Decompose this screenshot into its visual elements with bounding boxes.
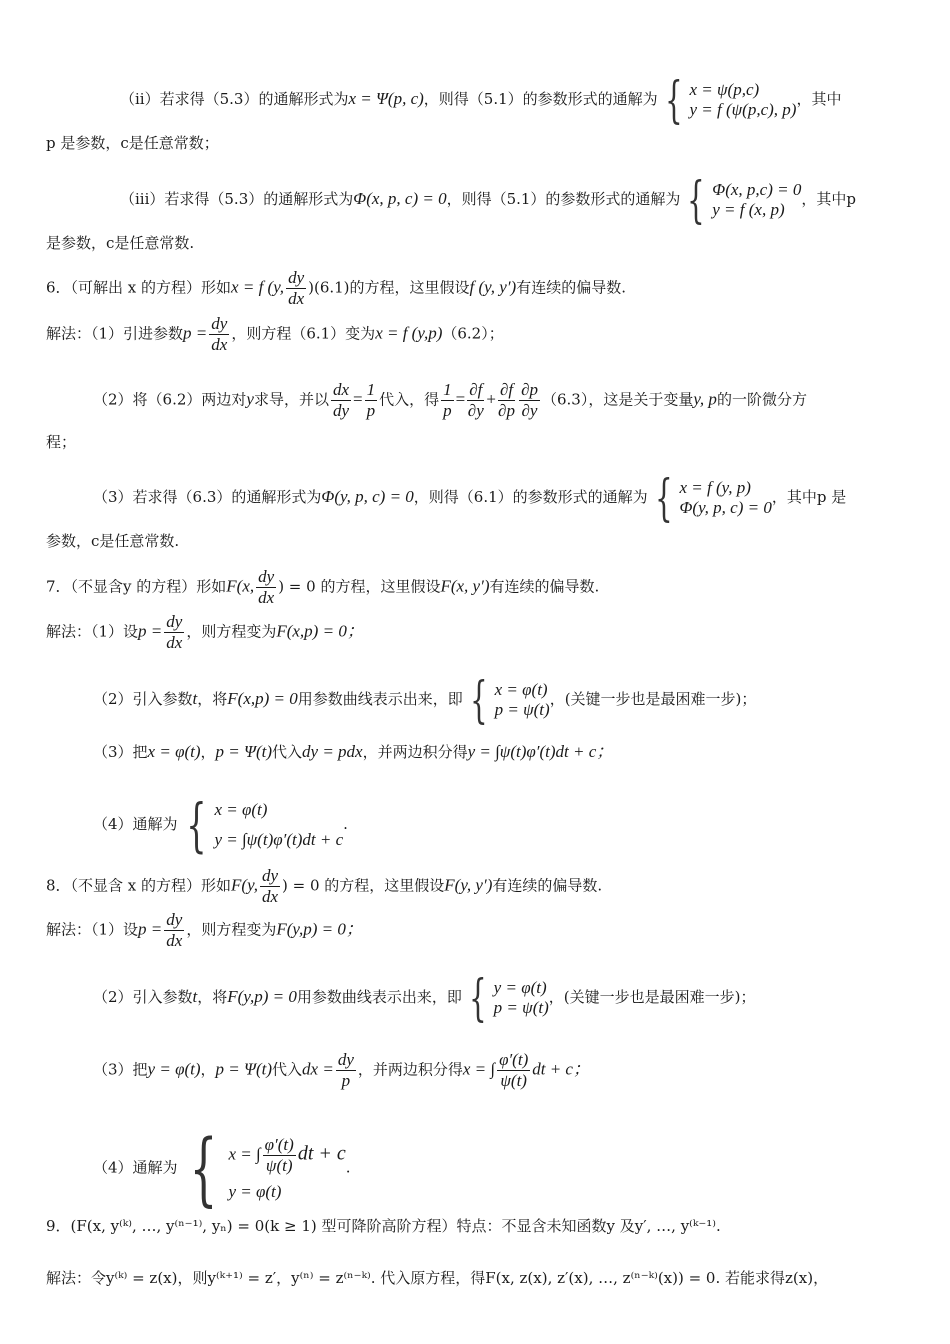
section-6-step-3-cont: 参数，c是任意常数.	[46, 532, 180, 550]
text: 用参数曲线表示出来，即	[296, 988, 462, 1006]
formula: Φ(x, p, c) = 0	[353, 189, 447, 208]
numerator: dy	[288, 268, 305, 287]
denominator: dx	[261, 887, 278, 906]
text: 解法：（1）引进参数	[46, 324, 184, 343]
equals: =	[455, 389, 466, 409]
denominator: ψ(t)	[265, 1156, 293, 1175]
numerator: φ′(t)	[499, 1050, 529, 1069]
fraction	[441, 380, 454, 421]
equation-system	[462, 969, 549, 1027]
numerator: dy	[258, 567, 275, 586]
formula: F(x,	[226, 576, 255, 596]
section-7-step-3	[93, 742, 613, 762]
text: ) = 0 的方程，这里假设	[282, 876, 445, 895]
numerator: dy	[166, 910, 183, 929]
formula: F(x, y′)	[440, 576, 490, 596]
section-8-step-1	[46, 910, 363, 951]
formula: y	[246, 389, 254, 409]
formula: dy = pdx	[302, 742, 363, 761]
text: （6.3），这是关于变量	[541, 390, 694, 409]
text: ，将	[197, 988, 228, 1006]
denominator: dx	[166, 931, 183, 950]
text: ，则得（5.1）的参数形式的通解为	[446, 190, 681, 208]
sys-row	[228, 1135, 345, 1176]
sys-row: x = ψ(p,c)	[689, 80, 760, 99]
sys-row: x = f (y, p)	[679, 478, 751, 497]
text: ) = 0 的方程，这里假设	[278, 577, 441, 596]
numerator: φ′(t)	[264, 1135, 294, 1154]
text: 用参数曲线表示出来，即	[297, 690, 463, 708]
text: 的一阶微分方	[716, 390, 807, 409]
text: ，则得（6.1）的参数形式的通解为	[413, 488, 648, 506]
numerator: ∂f	[469, 380, 483, 399]
numerator: dy	[211, 314, 228, 333]
formula: p = Ψ(t)	[215, 1059, 273, 1079]
formula: y = ∫ψ(t)φ′(t)dt + c；	[467, 742, 614, 761]
denominator: dx	[288, 289, 305, 308]
text: （3）把	[93, 743, 148, 761]
text: ，	[200, 1060, 216, 1079]
sys-row: Φ(x, p,c) = 0	[712, 180, 802, 199]
numerator: 1	[443, 380, 452, 399]
formula: F(y,p) = 0；	[276, 919, 363, 939]
text: （4）通解为	[93, 1158, 178, 1177]
formula: p =	[138, 919, 163, 939]
text: 8．（不显含 x 的方程）形如	[46, 876, 232, 895]
text: ，则得（5.1）的参数形式的通解为	[423, 90, 658, 108]
sys-row: p = ψ(t)	[494, 700, 550, 719]
numerator: dy	[337, 1050, 354, 1069]
case-iii-line	[120, 171, 856, 229]
text: 求导，并以	[253, 390, 329, 409]
text: 解法：（1）设	[46, 622, 139, 641]
formula: F(x,p) = 0；	[276, 621, 364, 641]
equation-system	[680, 171, 802, 229]
formula: t	[192, 689, 198, 708]
equation-system	[648, 469, 772, 527]
section-8-step-4	[93, 1121, 351, 1215]
fraction	[467, 380, 484, 421]
text: 有连续的偏导数.	[489, 577, 600, 596]
sys-row: y = φ(t)	[493, 978, 547, 997]
formula: p = Ψ(t)	[215, 742, 273, 761]
text: （3）若求得（6.3）的通解形式为	[93, 488, 322, 506]
formula: F(x,p) = 0	[227, 689, 298, 708]
text: .	[343, 815, 348, 833]
section-7-step-4	[93, 791, 348, 859]
text: （ii）若求得（5.3）的通解形式为	[120, 90, 349, 108]
formula: dt + c；	[532, 1059, 590, 1079]
formula: f (y, y′)	[469, 277, 517, 297]
text: （2）引入参数	[93, 690, 193, 708]
fraction	[260, 866, 280, 907]
formula: F(y,p) = 0	[227, 987, 297, 1006]
numerator: ∂f	[499, 380, 514, 399]
brace-icon: {	[687, 171, 706, 229]
equation-system	[178, 1121, 346, 1215]
equals: =	[353, 389, 363, 409]
formula: x = ∫	[228, 1144, 261, 1164]
formula: x = Ψ(p, c)	[348, 89, 424, 108]
fraction	[164, 612, 184, 653]
text: ，并两边积分得	[362, 743, 468, 761]
section-9-title: 9．(F(x, y⁽ᵏ⁾, …, y⁽ⁿ⁻¹⁾, yₙ) = 0(k ≥ 1) 型可降阶高阶方程）特点：不显含未知函数y 及y′, …, y⁽ᵏ⁻¹⁾.	[46, 1217, 721, 1235]
formula: p =	[138, 621, 163, 641]
denominator: p	[366, 401, 376, 420]
section-6-step-1	[46, 314, 504, 355]
sys-row: x = φ(t)	[494, 680, 548, 699]
brace-icon: {	[664, 71, 683, 129]
fraction	[256, 567, 276, 608]
numerator: dx	[332, 380, 350, 399]
sys-row: y = φ(t)	[228, 1182, 282, 1201]
text: 解法：（1）设	[46, 920, 139, 939]
formula: x = f (y,p)	[375, 323, 443, 343]
fraction	[365, 380, 378, 421]
text: ，其中p	[801, 190, 856, 208]
text: 6．（可解出 x 的方程）形如	[46, 278, 232, 297]
brace-icon: {	[185, 791, 207, 859]
section-8-step-2	[93, 969, 756, 1027]
fraction	[263, 1135, 296, 1176]
case-iii-cont: 是参数，c是任意常数.	[46, 234, 195, 252]
fraction	[209, 314, 229, 355]
text: （4）通解为	[93, 815, 178, 833]
denominator: dx	[166, 633, 183, 652]
case-ii-line	[120, 71, 842, 129]
sys-row: Φ(y, p, c) = 0	[679, 498, 772, 517]
denominator: dx	[258, 588, 275, 607]
text: 代入	[272, 1060, 303, 1079]
section-7-title	[46, 567, 599, 608]
denominator: p	[443, 401, 452, 420]
text: 有连续的偏导数.	[492, 876, 603, 895]
equation-system	[178, 791, 344, 859]
text: ，则方程变为	[186, 622, 277, 641]
section-7-step-1	[46, 612, 364, 653]
plus: +	[486, 389, 496, 409]
text: .	[345, 1158, 351, 1177]
formula: Φ(y, p, c) = 0	[321, 487, 414, 506]
text: （2）将（6.2）两边对	[93, 390, 247, 409]
text: ，其中p 是	[771, 488, 847, 506]
numerator: dy	[261, 866, 278, 885]
text: （6.2）；	[442, 324, 504, 343]
formula: dx =	[302, 1059, 334, 1079]
sys-row: y = f (x, p)	[712, 200, 785, 219]
denominator: ψ(t)	[500, 1071, 527, 1090]
text: 代入	[272, 743, 303, 761]
numerator: dy	[166, 612, 183, 631]
section-6-step-2-cont: 程；	[46, 433, 77, 451]
text: ，其中	[796, 90, 842, 108]
formula: y = φ(t)	[147, 1059, 201, 1079]
fraction	[498, 380, 515, 421]
formula: p =	[183, 323, 208, 343]
sys-row: y = ∫ψ(t)φ′(t)dt + c	[214, 830, 344, 849]
denominator: ∂p	[498, 401, 515, 420]
text: （3）把	[93, 1060, 148, 1079]
formula: F(y,	[231, 875, 258, 895]
formula: x = ∫	[462, 1059, 496, 1079]
text: 有连续的偏导数.	[516, 278, 626, 297]
section-6-step-3	[93, 469, 847, 527]
fraction	[331, 380, 351, 421]
section-6-step-2	[93, 380, 807, 421]
text: ，	[200, 743, 216, 761]
formula: x = φ(t)	[147, 742, 201, 761]
equation-system	[658, 71, 797, 129]
brace-icon: {	[469, 671, 488, 729]
case-ii-cont: p 是参数，c是任意常数；	[46, 134, 219, 152]
numerator: ∂p	[521, 380, 538, 399]
text: （2）引入参数	[93, 988, 193, 1006]
fraction	[286, 268, 306, 309]
denominator: ∂y	[521, 401, 538, 420]
fraction	[164, 910, 184, 951]
denominator: p	[341, 1071, 351, 1090]
section-6-title	[46, 268, 626, 309]
denominator: ∂y	[467, 401, 484, 420]
denominator: dx	[211, 335, 228, 354]
text: ，(关键一步也是最困难一步)；	[548, 988, 756, 1006]
text: )(6.1)的方程，这里假设	[308, 278, 470, 297]
formula: y, p	[693, 389, 717, 409]
brace-icon: {	[469, 969, 487, 1027]
fraction	[336, 1050, 356, 1091]
sys-row: x = φ(t)	[214, 800, 268, 819]
text: ，并两边积分得	[357, 1060, 463, 1079]
text: ，则方程（6.1）变为	[231, 324, 376, 343]
fraction	[519, 380, 540, 421]
fraction	[497, 1050, 530, 1091]
sys-row: p = ψ(t)	[493, 998, 549, 1017]
denominator: dy	[332, 401, 350, 420]
equation-system	[463, 671, 550, 729]
brace-icon: {	[189, 1121, 217, 1215]
numerator: 1	[366, 380, 376, 399]
section-9-method: 解法：令y⁽ᵏ⁾ = z(x)，则y⁽ᵏ⁺¹⁾ = z′，y⁽ⁿ⁾ = z⁽ⁿ⁻ᵏ⁾. 代入原方程，得F(x, z(x), z′(x), …, z⁽ⁿ⁻ᵏ⁾(x)) = 0. 若能求得z(x)，	[46, 1269, 829, 1287]
formula: t	[192, 987, 198, 1006]
text: ，则方程变为	[186, 920, 277, 939]
text: （iii）若求得（5.3）的通解形式为	[120, 190, 354, 208]
section-7-step-2	[93, 671, 757, 729]
sys-row: y = f (ψ(p,c), p)	[689, 100, 797, 119]
section-8-title	[46, 866, 602, 907]
text: ，将	[197, 690, 228, 708]
brace-icon: {	[654, 469, 673, 527]
section-8-step-3	[93, 1050, 590, 1091]
text: 代入，得	[379, 390, 440, 409]
formula: F(y, y′)	[444, 875, 493, 895]
formula: dt + c	[297, 1142, 346, 1165]
text: ，(关键一步也是最困难一步)；	[549, 690, 757, 708]
text: 7．（不显含y 的方程）形如	[46, 577, 227, 596]
formula: x = f (y,	[231, 277, 285, 297]
